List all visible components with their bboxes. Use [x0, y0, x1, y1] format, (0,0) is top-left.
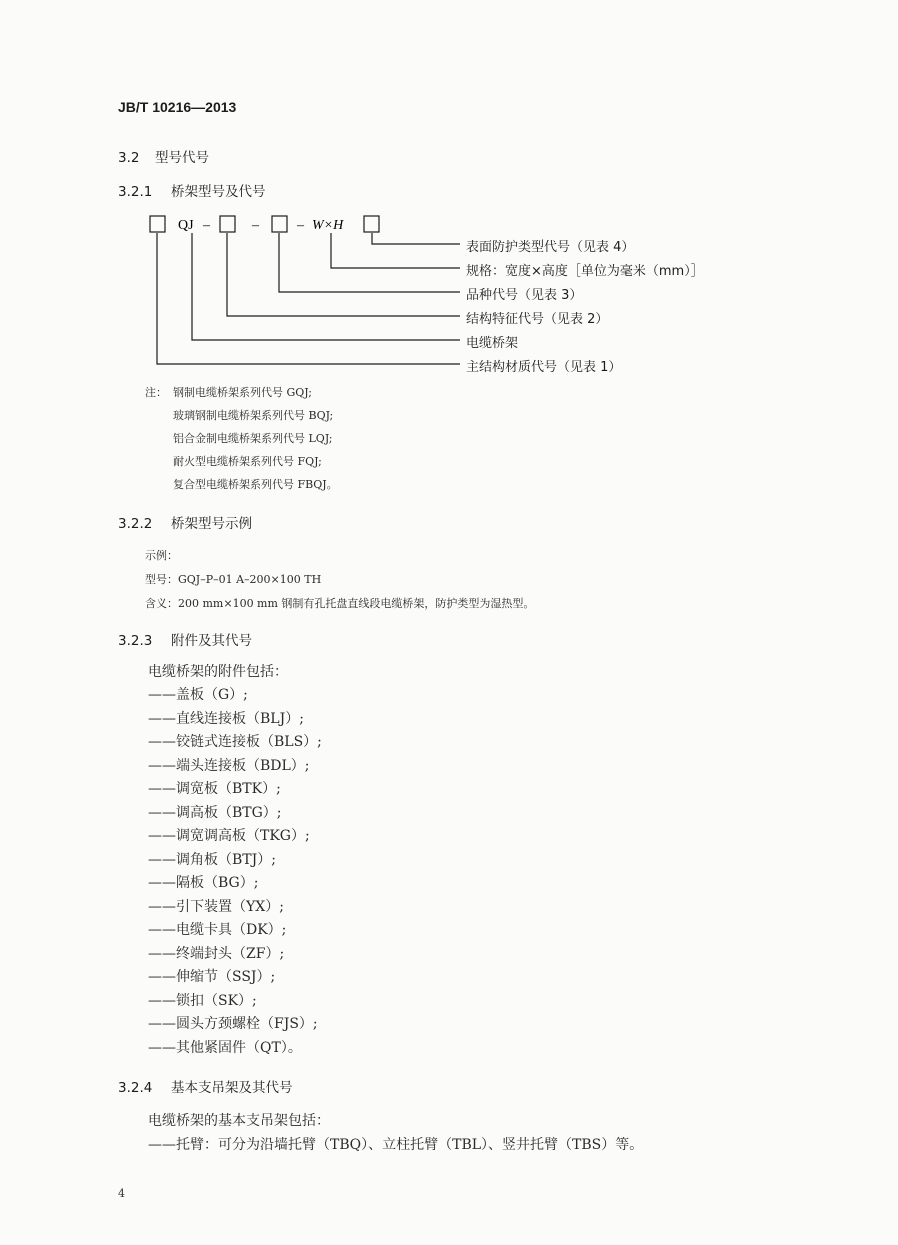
section-number: 3.2.4 — [118, 1080, 153, 1096]
list-item: ——铰链式连接板（BLS）; — [148, 734, 322, 750]
label-spec: 规格：宽度×高度［单位为毫米（mm）］ — [466, 264, 704, 279]
leader-line-tray — [192, 233, 460, 340]
leader-line-protection — [372, 233, 460, 244]
dash-3: – — [297, 218, 304, 233]
list-item: ——隔板（BG）; — [148, 875, 259, 891]
label-variety-code: 品种代号（见表 3） — [466, 288, 583, 303]
section-3-2-2-heading — [118, 512, 252, 532]
section-3-2-4-heading — [118, 1076, 293, 1096]
leader-line-structure — [227, 233, 460, 316]
example-model: 型号：GQJ–P–01 A–200×100 TH — [145, 573, 322, 586]
accessories-list — [148, 684, 322, 1060]
list-item: ——调宽调高板（TKG）; — [148, 828, 310, 844]
section-number: 3.2.3 — [118, 633, 153, 649]
dash-2: – — [252, 218, 259, 233]
list-item: ——调角板（BTJ）; — [148, 851, 276, 868]
section-title: 型号代号 — [155, 150, 209, 166]
leader-line-spec — [331, 233, 460, 268]
section-title: 基本支吊架及其代号 — [171, 1080, 293, 1096]
list-item: ——锁扣（SK）; — [148, 992, 257, 1009]
list-item: ——托臂：可分为沿墙托臂（TBQ）、立柱托臂（TBL）、竖井托臂（TBS）等。 — [148, 1137, 644, 1153]
list-item: ——伸缩节（SSJ）; — [148, 969, 276, 985]
list-item: ——端头连接板（BDL）; — [148, 757, 310, 774]
accessories-intro: 电缆桥架的附件包括： — [148, 664, 288, 680]
label-structure-code: 结构特征代号（见表 2） — [466, 312, 609, 327]
standard-code: JB/T 10216—2013 — [118, 99, 237, 115]
note-line: 铝合金制电缆桥架系列代号 LQJ; — [173, 432, 333, 445]
supports-intro: 电缆桥架的基本支吊架包括： — [148, 1113, 330, 1129]
qj-text: QJ — [178, 218, 194, 233]
list-item: ——其他紧固件（QT）。 — [148, 1039, 302, 1056]
page-number: 4 — [118, 1187, 125, 1200]
material-code-box — [150, 216, 165, 232]
section-number: 3.2.2 — [118, 516, 153, 532]
section-title: 附件及其代号 — [171, 633, 252, 649]
protection-code-box — [364, 216, 379, 232]
example-meaning: 含义：200 mm×100 mm 钢制有孔托盘直线段电缆桥架，防护类型为湿热型。 — [145, 597, 535, 610]
note-line: 钢制电缆桥架系列代号 GQJ; — [173, 386, 312, 399]
label-cable-tray: 电缆桥架 — [466, 336, 519, 351]
list-item: ——调宽板（BTK）; — [148, 781, 281, 797]
section-title: 桥架型号示例 — [171, 516, 252, 532]
list-item: ——电缆卡具（DK）; — [148, 922, 287, 938]
structure-code-box — [220, 216, 235, 232]
label-protection-code: 表面防护类型代号（见表 4） — [466, 240, 635, 255]
list-item: ——圆头方颈螺栓（FJS）; — [148, 1016, 318, 1032]
note-prefix: 注： — [145, 386, 167, 399]
section-title: 桥架型号及代号 — [171, 184, 266, 200]
list-item: ——终端封头（ZF）; — [148, 945, 285, 962]
note-line: 玻璃钢制电缆桥架系列代号 BQJ; — [173, 409, 334, 422]
leader-line-material — [157, 233, 460, 364]
dash-1: – — [203, 218, 210, 233]
list-item: ——引下装置（YX）; — [148, 898, 284, 915]
list-item: ——直线连接板（BLJ）; — [148, 710, 304, 727]
section-3-2-3-heading — [118, 629, 252, 649]
list-item: ——盖板（G）; — [148, 687, 248, 703]
section-number: 3.2.1 — [118, 184, 153, 200]
example-label: 示例： — [145, 549, 178, 562]
variety-code-box — [272, 216, 287, 232]
note-line: 耐火型电缆桥架系列代号 FQJ; — [173, 455, 322, 468]
model-code-diagram — [0, 0, 898, 380]
list-item: ——调高板（BTG）; — [148, 804, 282, 821]
wxh-text: W×H — [312, 218, 344, 233]
section-number: 3.2 — [118, 150, 140, 166]
note-line: 复合型电缆桥架系列代号 FBQJ。 — [173, 478, 338, 491]
leader-line-variety — [279, 233, 460, 292]
label-material-code: 主结构材质代号（见表 1） — [466, 360, 622, 375]
